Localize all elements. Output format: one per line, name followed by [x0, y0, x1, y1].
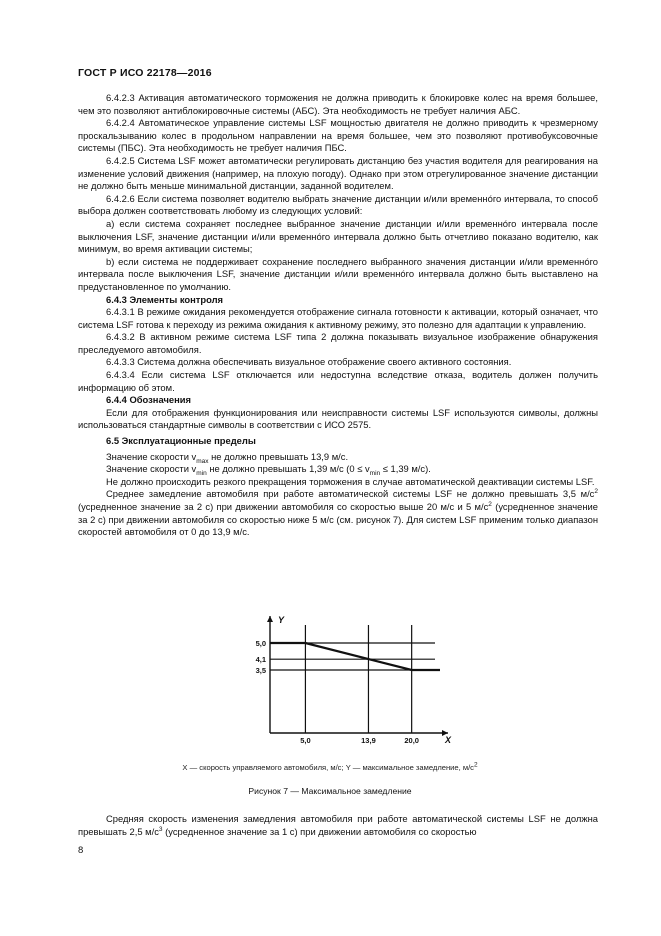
- paragraph-deceleration: Среднее замедление автомобиля при работе автоматической системы LSF не должно превышать 3,5 $м/с^2$ (усредненное значение за 2 с) при движении автомобиля со скоростью выше 20 м/с и 5 $м/с^2$ (усредненное значение за 2 с) при движении автомобиля со скоростью ниже 5 м/с (см. рисунок 7). Для систем LSF применим только диапазон скоростей автомобиля от 0 до 13,9 м/с.: [78, 488, 598, 538]
- chart-series: [270, 643, 440, 670]
- paragraph-vmax: Значение скорости $v_{max}$ не должно превышать 13,9 м/с.: [106, 450, 349, 465]
- paragraph-6-4-3-4: 6.4.3.4 Если система LSF отключается или недоступна вследствие отказа, водитель должен получить информацию об этом.: [78, 369, 598, 393]
- figure-7-chart: [220, 613, 460, 751]
- chart-labels: [256, 615, 452, 745]
- heading-6-4-3: 6.4.3 Элементы контроля: [106, 293, 224, 305]
- figure-axes-caption: X — скорость управляемого автомобиля, м/с; Y — максимальное замедление, $м/с^2$: [182, 761, 478, 772]
- x-tick-label: 20,0: [404, 736, 419, 745]
- paragraph-vmin: Значение скорости $v_{min}$ не должно превышать 1,39 м/с ($0 \le v_{min} \le 1,39$ м/с).: [106, 463, 431, 478]
- heading-6-4-4: 6.4.4 Обозначения: [106, 394, 191, 406]
- y-axis-arrow: [267, 616, 273, 622]
- paragraph-6-4-2-5: 6.4.2.5 Система LSF может автоматически регулировать дистанцию без участия водителя для реагирования на изменение условий движения (например, на плохую погоду). Однако при этом отрегулированное значение дистанции не должно быть меньше минимальной дистанции, заданной водителем.: [78, 154, 598, 192]
- heading-6-5: 6.5 Эксплуатационные пределы: [106, 435, 256, 447]
- paragraph-6-4-4: Если для отображения функционирования или неисправности системы LSF используются символы, должны использоваться стандартные символы в соответствии с ИСО 2575.: [78, 406, 598, 431]
- paragraph-jerk: Средняя скорость изменения замедления автомобиля при работе автоматической системы LSF не должна превышать 2,5 $м/с^3$ (усредненное значение за 1 с) при движении автомобиля со скоростью: [78, 813, 598, 837]
- paragraph-abrupt-stop: Не должно происходить резкого прекращения торможения в случае автоматической деактивации системы LSF.: [106, 475, 595, 487]
- y-tick-label: 4,1: [255, 655, 266, 665]
- paragraph-6-4-2-4: 6.4.2.4 Автоматическое управление системы LSF мощностью двигателя не должно приводить к чрезмерному проскальзыванию колес в продольном направлении на время большее, чем это позволяют противобуксовочные системы (ПБС). Эта необходимость не требует наличия ПБС.: [78, 117, 598, 154]
- page-number: 8: [78, 845, 84, 856]
- y-tick-label: 5,0: [255, 639, 266, 648]
- list-item-a: a) если система сохраняет последнее выбранное значение дистанции и/или временнóго интервала после выключения LSF, значение дистанции и/или временнóго интервала должно быть отчетливо показано водителю, как минимум, во время активации системы;: [78, 217, 598, 255]
- document-header: ГОСТ Р ИСО 22178—2016: [78, 67, 212, 79]
- list-item-b: b) если система не поддерживает сохранение последнего выбранного значения дистанции и/или временнóго интервала после выключения LSF, значение дистанции и/или временнóго интервала должно быть выставлено на предустановленное по умолчанию.: [78, 255, 598, 292]
- paragraph-6-4-3-2: 6.4.3.2 В активном режиме система LSF типа 2 должна показывать визуальное изображение обнаружения преследуемого автомобиля.: [78, 331, 598, 355]
- chart-axes: [267, 616, 448, 736]
- main-text: [78, 92, 598, 539]
- x-tick-label: 13,9: [361, 736, 376, 745]
- paragraph-6-4-3-3: 6.4.3.3 Система должна обеспечивать визуальное отображение своего активного состояния.: [106, 356, 512, 368]
- paragraph-6-4-2-3: 6.4.2.3 Активация автоматического торможения не должна приводить к блокировке колес на время большее, чем это позволяют антиблокировочные системы (АБС). Эта необходимость не требует наличия АБС.: [78, 92, 598, 116]
- y-axis-label: Y: [278, 615, 285, 625]
- figure-title: Рисунок 7 — Максимальное замедление: [248, 786, 412, 796]
- x-axis-label: X: [445, 735, 452, 745]
- x-tick-label: 5,0: [300, 736, 311, 745]
- series-line: [270, 643, 440, 670]
- chart-grid: [270, 625, 435, 733]
- y-tick-label: 3,5: [255, 666, 266, 675]
- paragraph-6-4-3-1: 6.4.3.1 В режиме ожидания рекомендуется отображение сигнала готовности к активации, который означает, что система LSF готова к переходу из режима ожидания к активному режиму, это полезно для адаптации к управлению.: [78, 306, 598, 330]
- paragraph-6-4-2-6: 6.4.2.6 Если система позволяет водителю выбрать значение дистанции и/или временнóго интервала, то способ выбора должен соответствовать любому из следующих условий:: [78, 192, 598, 217]
